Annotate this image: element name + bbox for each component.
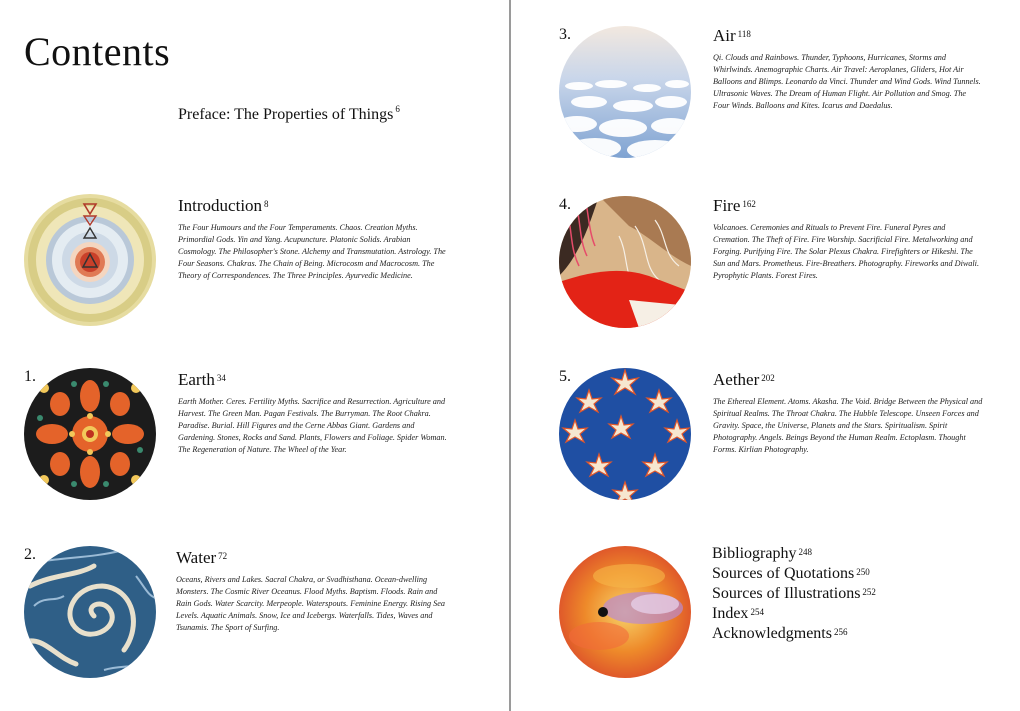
- earth-illustration: [24, 368, 156, 500]
- backmatter-item-sources-of-quotations[interactable]: [712, 564, 876, 584]
- backmatter-label: Sources of Illustrations: [712, 585, 861, 602]
- starry-sky-image: [559, 368, 691, 500]
- left-page: [0, 0, 509, 711]
- backmatter-illustration: [559, 546, 691, 678]
- section-description: The Four Humours and the Four Temperaments. Chaos. Creation Myths. Primordial Gods. Yin and Yang. Acupuncture. Platonic Solids. Arabian Cosmology. The Philosopher's Stone. Alchemy and Transmutation. Astrology. The Four Seasons. Chakras. The Chain of Being. Microcosm and Macrocosm. The Theory of Correspondences. The Three Principles. Ayurvedic Medicine.: [178, 223, 446, 280]
- section-number-aether: 5.: [559, 368, 571, 385]
- section-description: The Ethereal Element. Atoms. Akasha. The Void. Bridge Between the Physical and Spiritual Realms. The Throat Chakra. The Hubble Telescope. Unseen Forces and Gravity. Space, the Universe, Planets and the Stars. Spiritualism. Spirit Photography. Angels. Beings Beyond the Human Realm. Ectoplasm. Thought Forms. Kirlian Photography.: [713, 397, 983, 454]
- backmatter-list: [712, 544, 876, 644]
- alchemical-circle-image: [24, 194, 156, 326]
- wave-swirl-image: [24, 546, 156, 678]
- section-title: Aether: [713, 370, 760, 389]
- backmatter-item-index[interactable]: [712, 604, 876, 624]
- section-entry-aether[interactable]: [713, 370, 983, 456]
- backmatter-page-number: 248: [798, 547, 812, 557]
- section-page-number: 202: [761, 373, 775, 383]
- backmatter-page-number: 250: [856, 567, 870, 577]
- fire-illustration: [559, 196, 691, 328]
- backmatter-page-number: 252: [862, 587, 876, 597]
- preface-page-number: 6: [395, 104, 400, 114]
- backmatter-page-number: 254: [750, 607, 764, 617]
- right-page: [511, 0, 1020, 711]
- backmatter-label: Sources of Quotations: [712, 565, 855, 582]
- section-entry-fire[interactable]: [713, 196, 983, 282]
- backmatter-item-sources-of-illustrations[interactable]: [712, 584, 876, 604]
- section-description: Earth Mother. Ceres. Fertility Myths. Sacrifice and Resurrection. Agriculture and Harvest. The Green Man. Pagan Festivals. The Burryman. The Root Chakra. Paradise. Burial. Hill Figures and the Cerne Abbas Giant. Gardens and Gardening. Stones, Rocks and Sand. Plants, Flowers and Foliage. Spider Woman. The Regeneration of Nature. The Wheel of the Year.: [178, 397, 447, 454]
- section-description: Volcanoes. Ceremonies and Rituals to Prevent Fire. Funeral Pyres and Cremation. The Theft of Fire. Fire Worship. Sacrificial Fire. Metalworking and Forging. Purifying Fire. The Solar Plexus Chakra. Firefighters or Hikeshi. The Sun and Mars. Prometheus. Fire-Breathers. Photography. Fireworks and Diwali. Pyrophytic Plants. Forest Fires.: [713, 223, 979, 280]
- preface-label: Preface: The Properties of Things: [178, 106, 394, 123]
- section-page-number: 118: [737, 29, 751, 39]
- volcano-image: [559, 196, 691, 328]
- air-illustration: [559, 26, 691, 158]
- section-number-earth: 1.: [24, 368, 36, 385]
- section-entry-introduction[interactable]: [178, 196, 448, 282]
- section-number-water: 2.: [24, 546, 36, 563]
- clouds-image: [559, 26, 691, 158]
- backmatter-label: Acknowledgments: [712, 625, 832, 642]
- section-number-air: 3.: [559, 26, 571, 43]
- backmatter-item-bibliography[interactable]: [712, 544, 876, 564]
- section-page-number: 34: [216, 373, 226, 383]
- section-title: Water: [176, 548, 217, 567]
- section-page-number: 72: [218, 551, 228, 561]
- section-number-fire: 4.: [559, 196, 571, 213]
- section-title: Air: [713, 26, 736, 45]
- water-illustration: [24, 546, 156, 678]
- section-title: Fire: [713, 196, 741, 215]
- section-entry-air[interactable]: [713, 26, 983, 112]
- page-title: Contents: [24, 29, 171, 74]
- section-entry-water[interactable]: [176, 548, 446, 634]
- introduction-illustration: [24, 194, 156, 326]
- section-page-number: 162: [742, 199, 756, 209]
- backmatter-page-number: 256: [833, 627, 848, 637]
- section-description: Qi. Clouds and Rainbows. Thunder, Typhoons, Hurricanes, Storms and Whirlwinds. Anemographic Charts. Air Travel: Aeroplanes, Gliders, Hot Air Balloons and Blimps. Leonardo da Vinci. Thunder and Wind Gods. Wind Tunnels. Ultrasonic Waves. The Dream of Human Flight. Air Pollution and Smog. The Four Winds. Balloons and Kites. Icarus and Daedalus.: [713, 53, 981, 110]
- section-description: Oceans, Rivers and Lakes. Sacral Chakra, or Svadhisthana. Ocean-dwelling Monsters. The Cosmic River Oceanus. Flood Myths. Baptism. Floods. Rain and Rain Gods. Water Scarcity. Merpeople. Waterspouts. Feminine Energy. Rising Sea Levels. Aquatic Animals. Snow, Ice and Icebergs. Waterfalls. Tides, Waves and Tsunamis. The Sport of Surfing.: [176, 575, 445, 632]
- section-page-number: 8: [264, 199, 269, 209]
- section-title: Earth: [178, 370, 215, 389]
- backmatter-label: Index: [712, 605, 749, 622]
- backmatter-label: Bibliography: [712, 545, 797, 562]
- nebula-image: [559, 546, 691, 678]
- floral-pattern-image: [24, 368, 156, 500]
- section-title: Introduction: [178, 196, 263, 215]
- aether-illustration: [559, 368, 691, 500]
- preface-entry[interactable]: [178, 106, 400, 124]
- backmatter-item-acknowledgments[interactable]: [712, 624, 876, 644]
- section-entry-earth[interactable]: [178, 370, 448, 456]
